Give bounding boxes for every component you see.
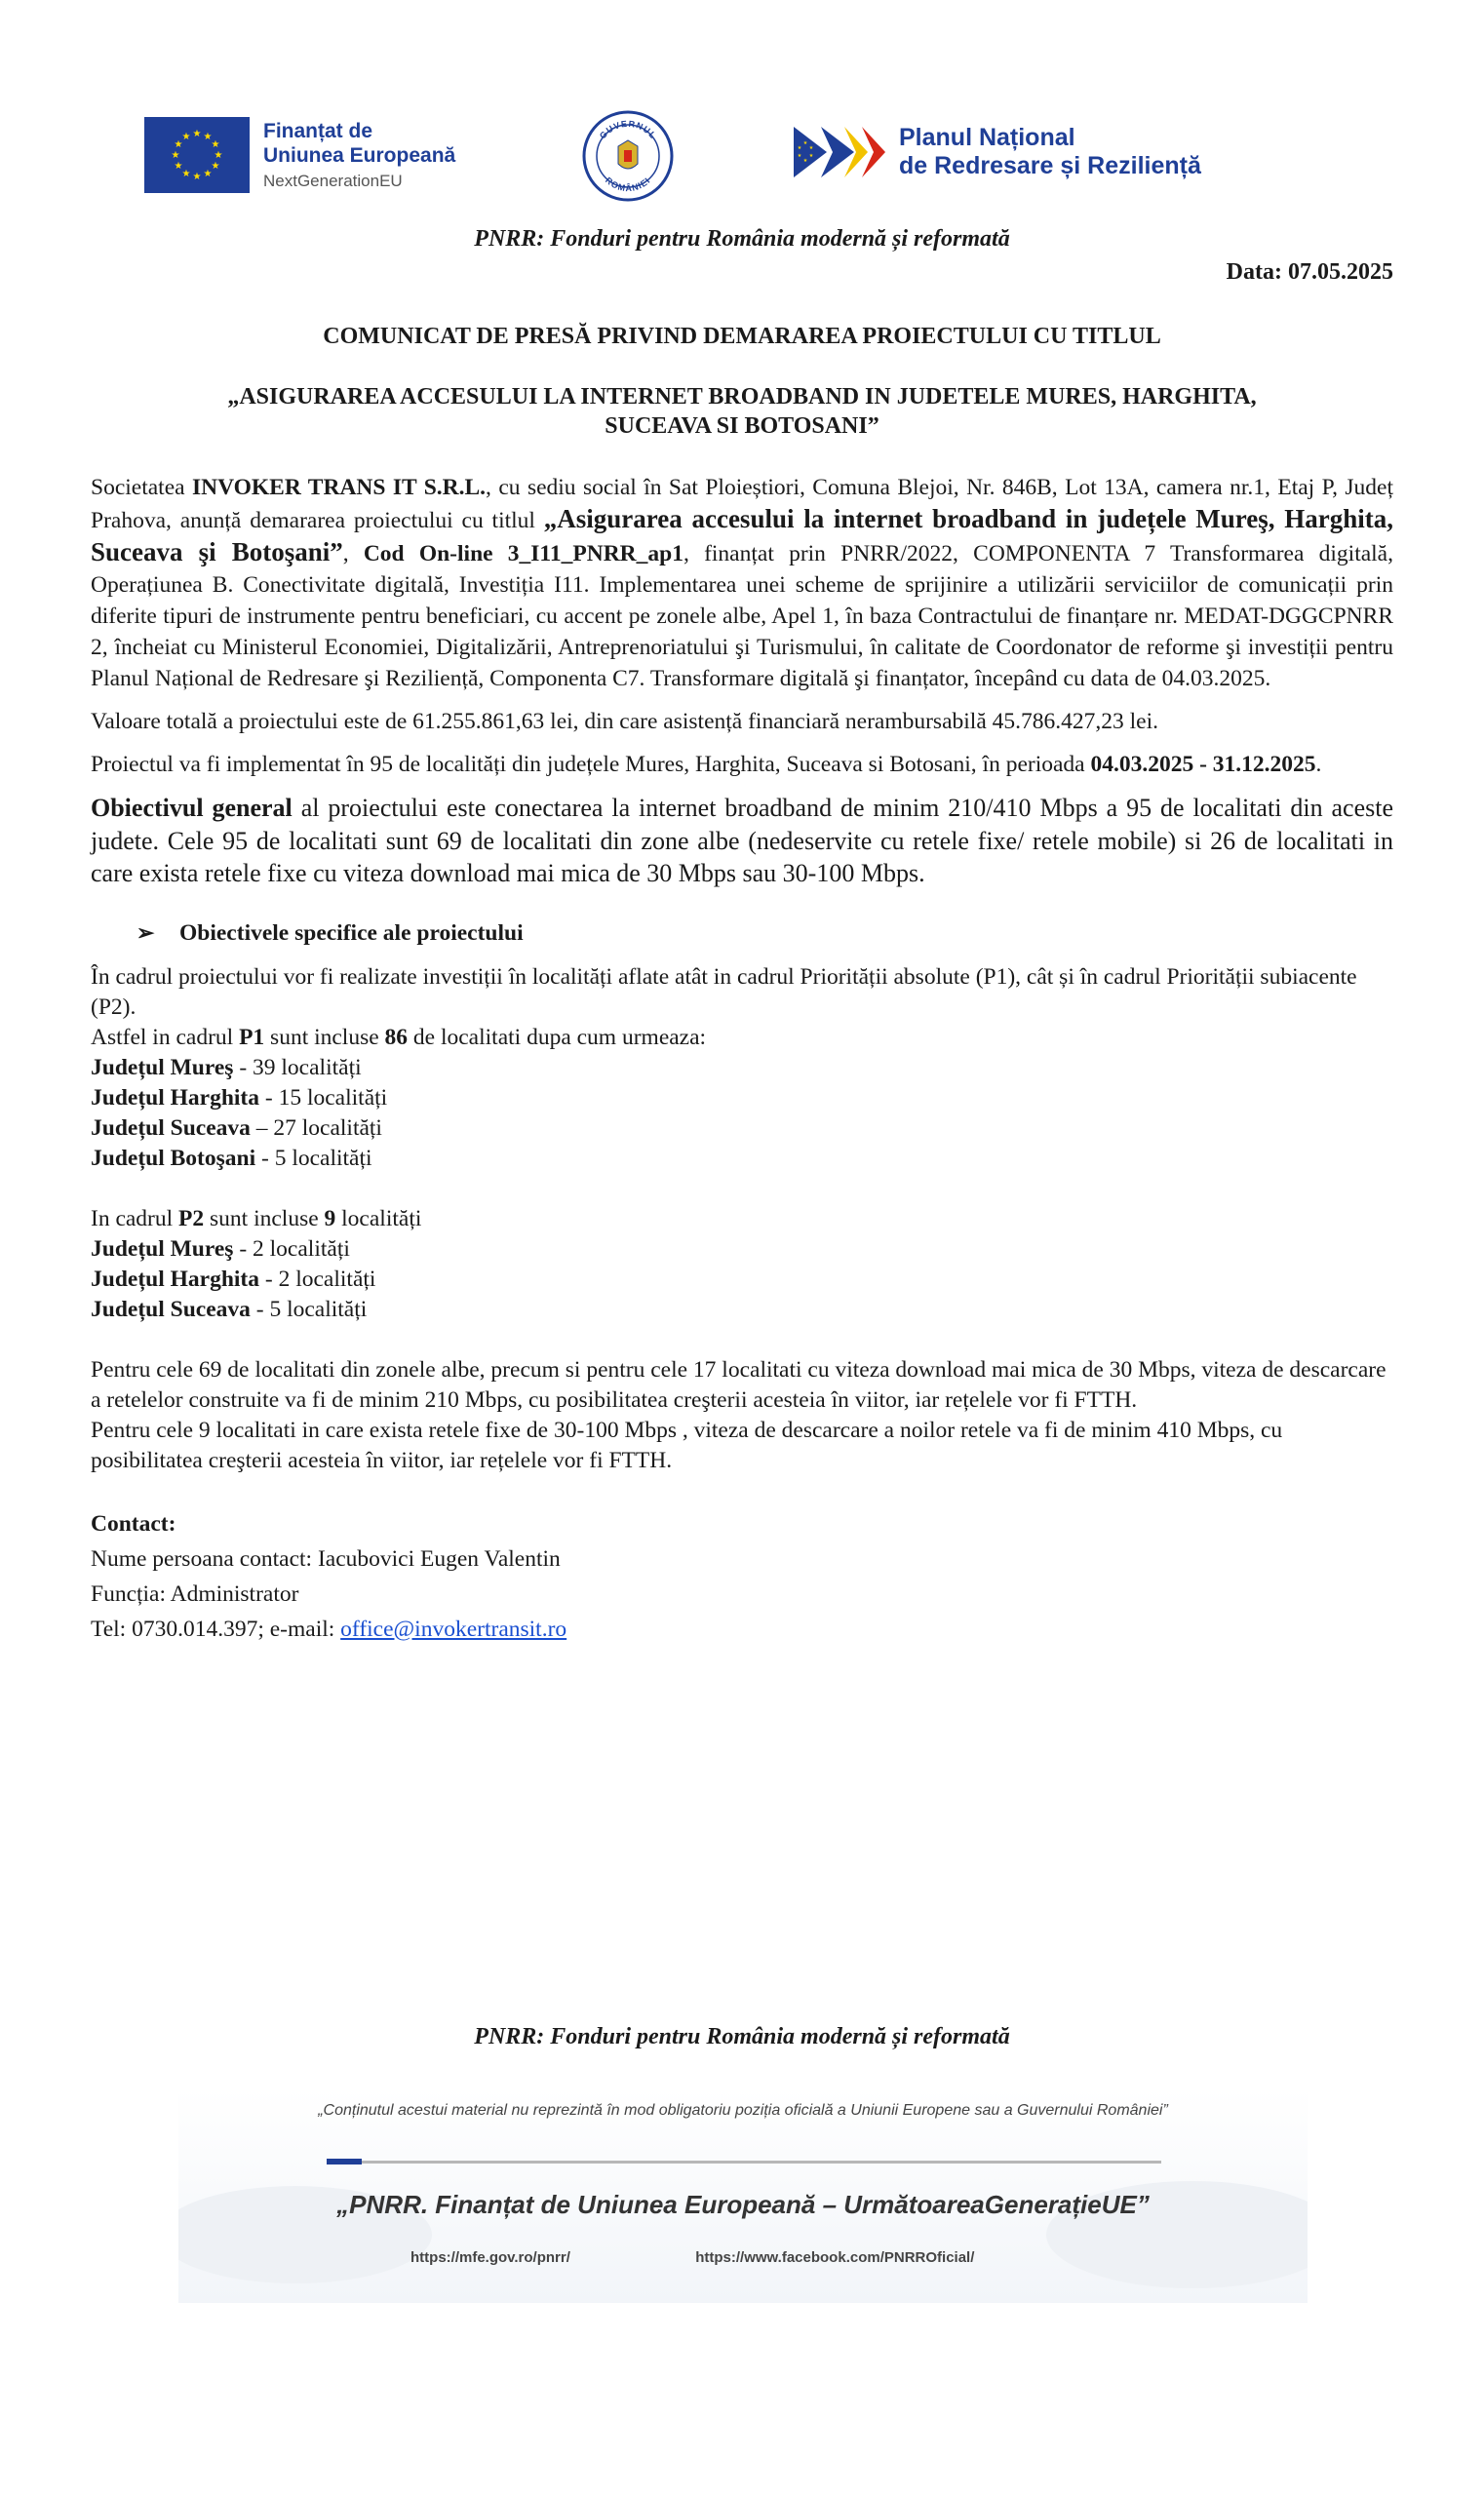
list-item: Județul Botoşani - 5 localități [91,1145,372,1171]
svg-text:★: ★ [171,150,180,161]
footer-disclaimer: „Conținutul acestui material nu reprezintă în mod obligatoriu poziția oficială a Uniunii Europene sau a Guvernului României” [318,2102,1168,2119]
list-item: Județul Harghita - 15 localități [91,1084,388,1111]
svg-text:★: ★ [808,145,814,151]
svg-text:★: ★ [181,169,191,179]
svg-text:★: ★ [192,129,202,139]
email-link[interactable]: office@invokertransit.ro [340,1616,567,1642]
speed-paragraph-1: Pentru cele 69 de localitati din zonele albe, precum si pentru cele 17 localitati cu viteza download mai mica de 30 Mbps, viteza de descarcare a retelelor construite va fi de minim 210 Mbps, cu posibilitatea creşterii acesteia în viitor, iar rețelele vor fi FTTH. [91,1356,1386,1413]
project-title-inline: „Asigurarea accesului la internet broadband in județele Mureş, Harghita, Suceava şi Botoşani” [91,504,1393,566]
footer-tagline: PNRR: Fonduri pentru România modernă și reformată [474,2024,1010,2049]
arrow-bullet-icon: ➢ [137,919,155,945]
contact-heading: Contact: [91,1510,176,1537]
implementation-paragraph: Proiectul va fi implementat în 95 de localități din județele Mures, Harghita, Suceava si Botosani, în perioada 04.03.2025 - 31.12.2025. [91,752,1322,777]
press-release-body [91,472,1393,1647]
speed-paragraph-2: Pentru cele 9 localitati in care exista retele fixe de 30-100 Mbps , viteza de descarcare a noilor retele va fi de minim 410 Mbps, cu posibilitatea creşterii acesteia în viitor, iar rețelele vor fi FTTH. [91,1417,1283,1473]
svg-text:★: ★ [192,172,202,182]
list-item: Județul Suceava - 5 localități [91,1296,368,1322]
general-objective-label: Obiectivul general [91,794,293,822]
document-date: Data: 07.05.2025 [1226,259,1393,285]
list-item: Județul Mureş - 39 localități [91,1054,362,1080]
svg-text:★: ★ [203,169,213,179]
svg-text:★: ★ [211,139,220,150]
implementation-period: 04.03.2025 - 31.12.2025 [1090,752,1316,777]
specific-intro: În cadrul proiectului vor fi realizate investiții în localități aflate atât in cadrul Priorității absolute (P1), cât și în cadrul Priorității subiacente (P2). [91,963,1357,1020]
svg-text:★: ★ [211,161,220,172]
footer-banner [178,2088,1308,2303]
contact-phone-email: Tel: 0730.014.397; e-mail: office@invokertransit.ro [91,1616,567,1642]
footer-divider [327,2157,1161,2166]
eu-flag-icon [144,117,250,193]
svg-text:★: ★ [181,132,191,142]
p1-summary: Astfel in cadrul P1 sunt incluse 86 de localitati dupa cum urmeaza: [91,1024,707,1050]
footer-links [410,2249,974,2266]
company-name: INVOKER TRANS IT S.R.L. [191,475,487,500]
eu-logo-line2: Uniunea Europeană [263,143,456,167]
eu-logo-line1: Finanțat de [263,119,373,142]
contact-person: Nume persoana contact: Iacubovici Eugen Valentin [91,1545,561,1572]
svg-text:★: ★ [203,132,213,142]
government-seal-icon [581,109,675,203]
svg-text:★: ★ [214,150,223,161]
svg-text:★: ★ [797,153,802,159]
project-title-line2: SUCEAVA SI BOTOSANI” [605,413,879,439]
p2-summary: In cadrul P2 sunt incluse 9 localități [91,1205,422,1231]
pnrr-logo [794,123,1201,181]
footer-link-mfe[interactable]: https://mfe.gov.ro/pnrr/ [410,2249,570,2266]
footer-link-facebook[interactable]: https://www.facebook.com/PNRROficial/ [695,2249,975,2266]
header-tagline: PNRR: Fonduri pentru România modernă și reformată [474,226,1010,252]
list-item: Județul Harghita - 2 localități [91,1266,376,1292]
eu-funding-logo [144,117,455,193]
list-item: Județul Mureş - 2 localități [91,1235,350,1262]
svg-text:★: ★ [802,158,808,164]
header-logos [144,109,1266,207]
specific-objectives-heading: ➢ Obiectivele specifice ale proiectului [91,917,1393,949]
svg-text:★: ★ [174,161,183,172]
pnrr-logo-line2: de Redresare și Reziliență [899,152,1201,179]
project-value: Valoare totală a proiectului este de 61.255.861,63 lei, din care asistență financiară nerambursabilă 45.786.427,23 lei. [91,709,1158,734]
press-release-title: COMUNICAT DE PRESĂ PRIVIND DEMARAREA PROIECTULUI CU TITLUL [323,324,1161,349]
project-title-line1: „ASIGURAREA ACCESULUI LA INTERNET BROADBAND IN JUDETELE MURES, HARGHITA, [227,384,1257,410]
intro-paragraph: Societatea INVOKER TRANS IT S.R.L., cu sediu social în Sat Ploieștiori, Comuna Blejoi, Nr. 846B, Lot 13A, camera nr.1, Etaj P, Județ Prahova, anunță demararea proiectului cu titlul „Asigurarea accesului la internet broadband in județele Mureş, Harghita, Suceava şi Botoşani”, Cod On-line 3_I11_PNRR_ap1, finanțat prin PNRR/2022, COMPONENTA 7 Transformarea digitală, Operațiunea B. Conectivitate digitală, Investiția I11. Implementarea unei scheme de sprijinire a utilizării serviciilor de comunicații prin diferite tipuri de instrumente pentru beneficiari, cu accent pe zonele albe, Apel 1, în baza Contractului de finanțare nr. MEDAT-DGGCPNRR 2, încheiat cu Ministerul Economiei, Digitalizării, Antreprenoriatului şi Turismului, în calitate de Coordonator de reforme şi investiții pentru Planul Național de Redresare şi Reziliență, Componenta C7. Transformare digitală şi finanțator, începând cu data de 04.03.2025. [91,475,1393,691]
footer-slogan: „PNRR. Finanțat de Uniunea Europeană – UrmătoareaGenerațieUE” [336,2190,1150,2219]
seal-top-text: GUVERNUL [597,118,659,141]
list-item: Județul Suceava – 27 localități [91,1114,382,1141]
contact-role: Funcția: Administrator [91,1580,299,1607]
svg-text:★: ★ [797,145,802,151]
svg-text:★: ★ [174,139,183,150]
svg-text:★: ★ [808,153,814,159]
eu-logo-line3: NextGenerationEU [263,171,403,190]
general-objective: Obiectivul general al proiectului este conectarea la internet broadband de minim 210/410 Mbps a 95 de localitati din aceste judete. Cele 95 de localitati sunt 69 de localitati din zone albe (nedeservite cu retele fixe/ retele mobile) si 26 de localitati in care exista retele fixe cu viteza download mai mica de 30 Mbps sau 30-100 Mbps. [91,794,1393,887]
seal-bottom-text: ROMÂNIEI [603,175,653,194]
pnrr-logo-line1: Planul Național [899,124,1075,151]
project-code: Cod On-line 3_I11_PNRR_ap1 [363,541,683,566]
pnrr-arrows-icon [794,123,891,181]
svg-text:★: ★ [802,140,808,146]
